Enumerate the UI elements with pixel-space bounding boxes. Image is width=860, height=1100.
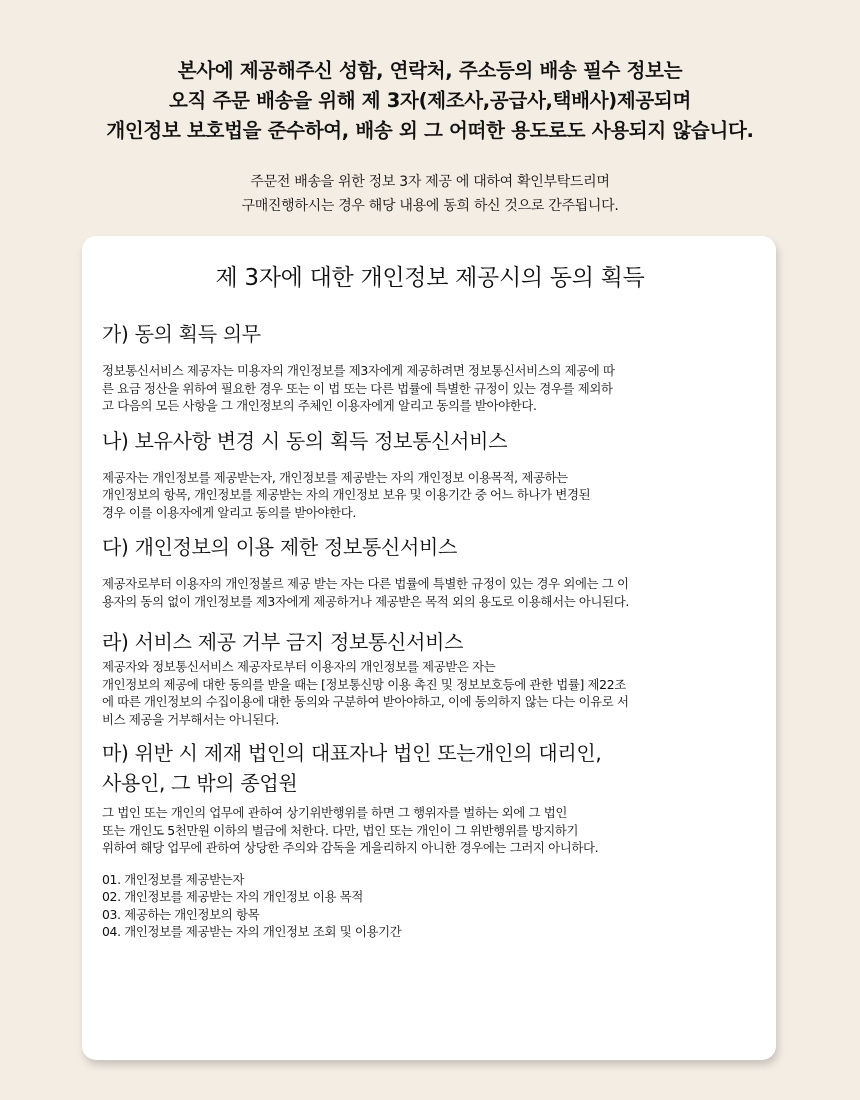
intro-sub-text <box>0 170 860 218</box>
section-body: 제공자는 개인정보를 제공받는자, 개인정보를 제공받는 자의 개인정보 이용목적, 제공하는 개인정보의 항목, 개인정보를 제공받는 자의 개인정보 보유 및 이용기간 중 어느 하나가 변경된 경우 이를 이용자에게 알리고 동의를 받아야한다. <box>102 469 591 520</box>
section-heading: 라) 서비스 제공 거부 금지 정보통신서비스 <box>102 630 464 654</box>
section-body: 제공자로부터 이용자의 개인정볼르 제공 받는 자는 다른 법률에 특별한 규정이 있는 경우 외에는 그 이 용자의 동의 없이 개인정보를 제3자에게 제공하거나 제공받은 목적 외의 용도로 이용해서는 아니된다. <box>102 576 629 609</box>
list-item: 02. 개인정보를 제공받는 자의 개인정보 이용 목적 <box>102 889 363 904</box>
section-body: 정보통신서비스 제공자는 미용자의 개인정보를 제3자에게 제공하려면 정보통신서비스의 제공에 따 른 요금 정산을 위하여 필요한 경우 또는 이 법 또는 다른 법률에 특별한 규정이 있는 경우를 제외하 고 다음의 모든 사항을 그 개인정보의 주체인 이용자에게 알리고 동의를 받아야한다. <box>102 363 615 413</box>
list-item: 04. 개인정보를 제공받는 자의 개인정보 조회 및 이용기간 <box>102 924 402 939</box>
section-heading: 다) 개인정보의 이용 제한 정보통신서비스 <box>102 535 458 559</box>
intro-sub-line-2: 구매진행하시는 경우 해당 내용에 동희 하신 것으로 간주됩니다. <box>241 198 619 214</box>
section-usage-limit <box>102 533 758 610</box>
required-items-list <box>102 871 758 941</box>
intro-sub-line-1: 주문전 배송을 위한 정보 3자 제공 에 대하여 확인부탁드리며 <box>250 174 610 190</box>
intro-line-3: 개인정보 보호법을 준수하여, 배송 외 그 어떠한 용도로도 사용되지 않습니다. <box>106 119 754 142</box>
section-heading: 나) 보유사항 변경 시 동의 획득 정보통신서비스 <box>102 428 508 453</box>
section-consent-obligation <box>102 320 758 415</box>
list-item: 01. 개인정보를 제공받는자 <box>102 871 245 887</box>
section-body: 그 법인 또는 개인의 업무에 관하여 상기위반행위를 하면 그 행위자를 벌하는 외에 그 법인 또는 개인도 5천만원 이하의 벌금에 처한다. 다만, 법인 또는 개인이 그 위반행위를 방지하기 위하여 해당 업무에 관하여 상당한 주의와 감독을 게을리하지 아니한 경우에는 그러지 아니하다. <box>102 805 599 855</box>
section-service-refusal <box>102 628 758 728</box>
intro-line-1: 본사에 제공해주신 성함, 연락처, 주소등의 배송 필수 정보는 <box>177 59 683 82</box>
consent-card <box>82 236 776 1060</box>
card-title: 제 3자에 대한 개인정보 제공시의 동의 획득 <box>215 265 645 291</box>
intro-notice <box>0 0 860 218</box>
section-body: 제공자와 정보통신서비스 제공자로부터 이용자의 개인정보를 제공받은 자는 개인정보의 제공에 대한 동의를 받을 때는 [정보통신망 이용 촉진 및 정보보호등에 관한 법률] 제22조 에 따른 개인정보의 수집이용에 대한 동의와 구분하여 받아야하고, 이에 동의하지 않는 다는 이유로 서 비스 제공을 거부해서는 아니된다. <box>102 659 629 727</box>
section-heading: 마) 위반 시 제재 법인의 대표자나 법인 또는개인의 대리인, 사용인, 그 밖의 종업원 <box>102 741 602 795</box>
intro-main-text <box>0 56 860 146</box>
section-violation-sanction <box>102 738 758 857</box>
section-heading: 가) 동의 획득 의무 <box>102 322 261 346</box>
list-item: 03. 제공하는 개인정보의 항목 <box>102 906 260 922</box>
intro-line-2: 오직 주문 배송을 위해 제 3자(제조사,공급사,택배사)제공되며 <box>168 89 692 112</box>
section-retention-change <box>102 427 758 522</box>
